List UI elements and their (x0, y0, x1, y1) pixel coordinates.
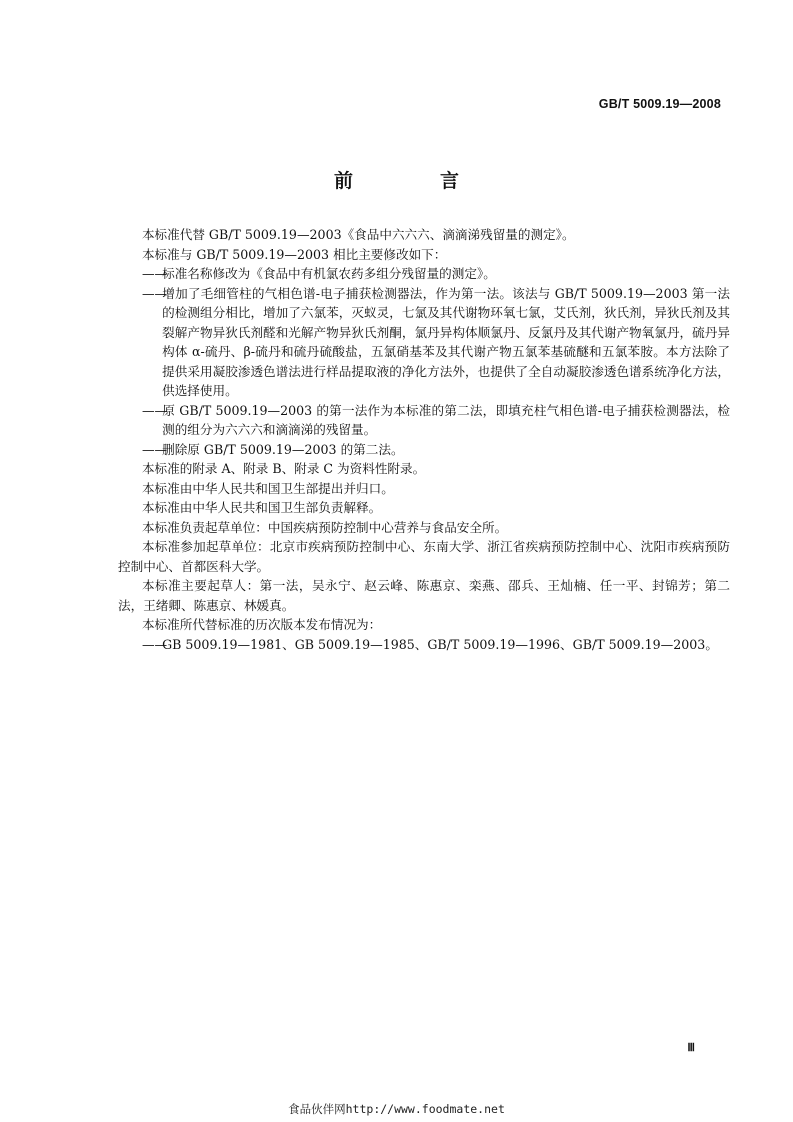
change-item-text: 删除原 GB/T 5009.19—2003 的第二法。 (162, 441, 404, 457)
dash-mark: —— (141, 266, 168, 281)
standard-code: GB/T 5009.19—2008 (598, 97, 721, 111)
dash-mark: —— (141, 285, 168, 301)
page-title: 前 言 (333, 170, 493, 192)
change-item-packed-column (118, 401, 730, 440)
dash-mark: —— (141, 402, 168, 418)
paragraph-appendices: 本标准的附录 A、附录 B、附录 C 为资料性附录。 (141, 461, 426, 476)
dash-mark: —— (141, 441, 168, 457)
paragraph-lead-drafter: 本标准负责起草单位：中国疾病预防控制中心营养与食品安全所。 (141, 519, 508, 535)
paragraph-interpreter: 本标准由中华人民共和国卫生部负责解释。 (141, 500, 382, 515)
footer-watermark: 食品伙伴网http://www.foodmate.net (288, 1102, 505, 1116)
dash-mark: —— (141, 636, 168, 652)
paragraph-proposer: 本标准由中华人民共和国卫生部提出并归口。 (141, 480, 394, 496)
paragraph-participating-drafters: 本标准参加起草单位：北京市疾病预防控制中心、东南大学、浙江省疾病预防控制中心、沈阳市疾病预防控制中心、首都医科大学。 (118, 539, 730, 574)
change-item-title (118, 264, 730, 284)
paragraph-replaces: 本标准代替 GB/T 5009.19—2003《食品中六六六、滴滴涕残留量的测定》。 (141, 227, 575, 242)
history-item (118, 635, 730, 655)
change-item-text: 增加了毛细管柱的气相色谱-电子捕获检测器法，作为第一法。该法与 GB/T 5009.19—2003 第一法的检测组分相比，增加了六氯苯，灭蚁灵，七氯及其代谢物环氧七氯，艾氏剂，狄氏剂，异狄氏剂及其裂解产物异狄氏剂醛和光解产物异狄氏剂酮，氯丹异构体顺氯丹、反氯丹及其代谢产物氧氯丹，硫丹异构体 α-硫丹、β-硫丹和硫丹硫酸盐，五氯硝基苯及其代谢产物五氯苯基硫醚和五氯苯胺。本方法除了提供采用凝胶渗透色谱法进行样品提取液的净化方法外，也提供了全自动凝胶渗透色谱系统净化方法，供选择使用。 (162, 285, 730, 398)
change-item-text: 标准名称修改为《食品中有机氯农药多组分残留量的测定》。 (162, 266, 496, 281)
history-item-text: GB 5009.19—1981、GB 5009.19—1985、GB/T 5009.19—1996、GB/T 5009.19—2003。 (162, 636, 718, 652)
page-number: Ⅲ (687, 1042, 695, 1054)
change-item-text: 原 GB/T 5009.19—2003 的第一法作为本标准的第二法，即填充柱气相色谱-电子捕获检测器法，检测的组分为六六六和滴滴涕的残留量。 (162, 402, 730, 437)
paragraph-changes-intro: 本标准与 GB/T 5009.19—2003 相比主要修改如下： (141, 246, 447, 262)
change-item-capillary-method (118, 284, 730, 401)
change-item-deleted (118, 440, 730, 460)
foreword-body (118, 225, 730, 654)
paragraph-history-intro: 本标准所代替标准的历次版本发布情况为： (141, 617, 382, 632)
paragraph-main-drafters: 本标准主要起草人：第一法，吴永宁、赵云峰、陈惠京、栾燕、邵兵、王灿楠、任一平、封锦芳；第二法，王绪卿、陈惠京、林媛真。 (118, 578, 730, 613)
